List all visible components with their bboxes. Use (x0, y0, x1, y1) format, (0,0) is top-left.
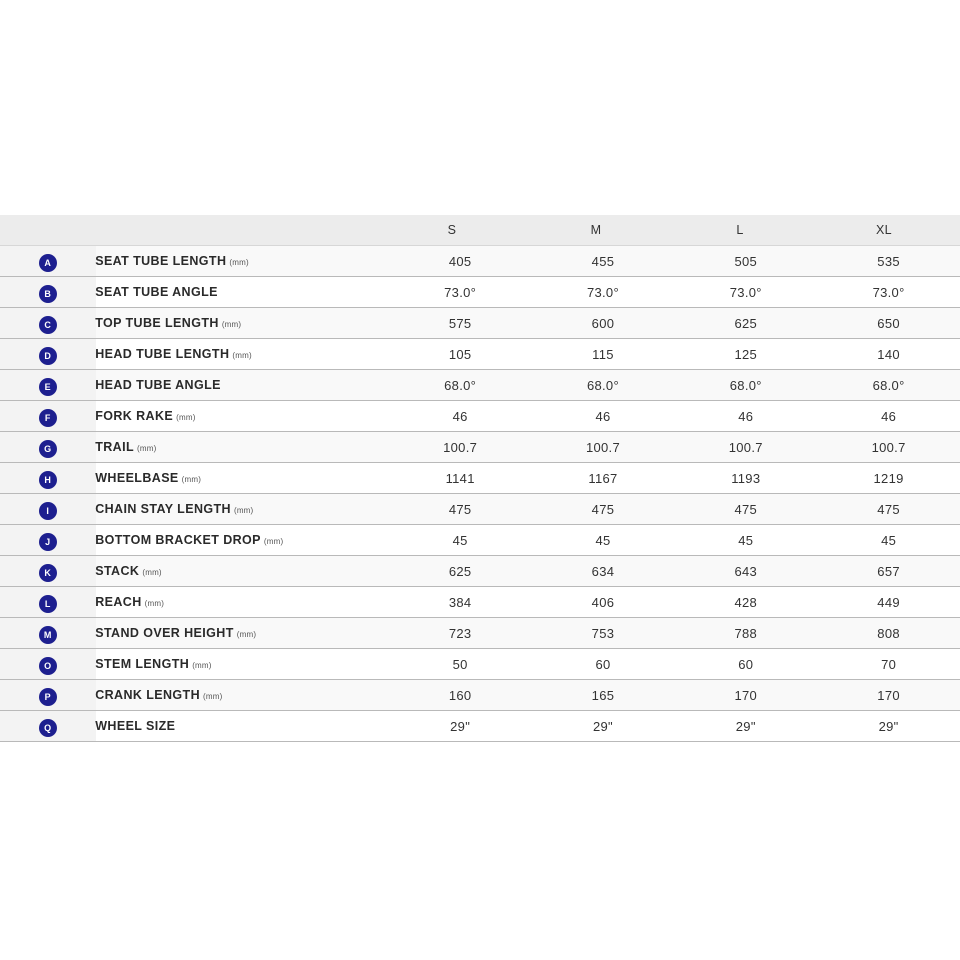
value-cell-xl: 170 (877, 687, 900, 703)
row-label (95, 719, 389, 733)
value-cell-s: 100.7 (443, 439, 478, 455)
row-label (95, 409, 389, 423)
value-cell-m: 165 (591, 687, 615, 703)
value-cell-m: 753 (591, 625, 615, 641)
row-letter-badge: O (39, 657, 57, 675)
value-cell-xl: 46 (881, 408, 897, 424)
size-header-l: L (736, 223, 744, 237)
value-cell-m: 406 (591, 594, 615, 610)
row-unit: (mm) (233, 506, 254, 515)
value-cell-l: 625 (734, 315, 758, 331)
row-label-text: WHEEL SIZE (95, 719, 176, 733)
row-label (95, 378, 389, 392)
row-label (95, 316, 389, 330)
value-cell-l: 505 (734, 253, 758, 269)
row-unit: (mm) (203, 692, 223, 701)
value-cell-l: 428 (734, 594, 758, 610)
value-cell-s: 50 (452, 656, 468, 672)
row-unit: (mm) (229, 258, 249, 267)
row-unit: (mm) (192, 661, 212, 670)
value-cell-m: 455 (591, 253, 615, 269)
table-row (0, 277, 960, 308)
value-cell-s: 625 (448, 563, 472, 579)
badge-cell (0, 529, 95, 551)
row-letter-badge: D (39, 347, 57, 365)
value-cell-m: 600 (591, 315, 615, 331)
value-cell-xl: 449 (877, 594, 900, 610)
row-label-text: STACK (95, 564, 140, 578)
row-unit: (mm) (181, 475, 202, 484)
table-row (0, 246, 960, 277)
row-label (95, 502, 389, 516)
row-letter-badge: H (39, 471, 57, 489)
value-cell-xl: 1219 (873, 470, 904, 486)
row-label-text: TRAIL (95, 440, 135, 454)
row-unit: (mm) (142, 568, 162, 577)
badge-cell (0, 281, 95, 303)
value-cell-l: 1193 (731, 470, 761, 486)
badge-cell (0, 498, 95, 520)
value-cell-s: 384 (448, 594, 472, 610)
value-cell-xl: 475 (877, 501, 900, 517)
value-cell-l: 643 (734, 563, 758, 579)
table-row (0, 463, 960, 494)
geometry-table (0, 215, 960, 742)
row-label-text: SEAT TUBE ANGLE (95, 285, 218, 299)
value-cell-m: 68.0° (586, 377, 619, 393)
row-label (95, 347, 389, 361)
row-unit: (mm) (236, 630, 257, 639)
row-unit: (mm) (144, 599, 165, 608)
row-label (95, 440, 389, 454)
table-row (0, 556, 960, 587)
table-row (0, 494, 960, 525)
value-cell-xl: 29" (878, 718, 899, 734)
value-cell-xl: 808 (877, 625, 900, 641)
value-cell-s: 45 (452, 532, 468, 548)
value-cell-l: 68.0° (729, 377, 762, 393)
row-letter-badge: C (39, 316, 57, 334)
row-label-text: WHEELBASE (95, 471, 179, 485)
value-cell-l: 46 (738, 408, 754, 424)
row-label-text: BOTTOM BRACKET DROP (95, 533, 261, 547)
row-label-text: TOP TUBE LENGTH (95, 316, 219, 330)
value-cell-m: 45 (595, 532, 611, 548)
value-cell-xl: 100.7 (871, 439, 906, 455)
table-row (0, 432, 960, 463)
row-label-text: STEM LENGTH (95, 657, 190, 671)
row-letter-badge: I (39, 502, 57, 520)
row-letter-badge: L (39, 595, 57, 613)
value-cell-l: 170 (734, 687, 758, 703)
value-cell-xl: 70 (881, 656, 897, 672)
row-label (95, 285, 389, 299)
value-cell-xl: 68.0° (872, 377, 905, 393)
row-label-text: STAND OVER HEIGHT (95, 626, 234, 640)
value-cell-s: 1141 (445, 470, 475, 486)
badge-cell (0, 250, 95, 272)
badge-cell (0, 436, 95, 458)
size-header-m: M (590, 223, 602, 237)
row-letter-badge: J (39, 533, 57, 551)
table-row (0, 308, 960, 339)
badge-cell (0, 591, 95, 613)
value-cell-m: 475 (591, 501, 615, 517)
value-cell-s: 73.0° (444, 284, 477, 300)
row-unit: (mm) (137, 444, 157, 453)
value-cell-l: 60 (738, 656, 754, 672)
row-unit: (mm) (263, 537, 284, 546)
value-cell-l: 29" (735, 718, 756, 734)
row-label-text: SEAT TUBE LENGTH (95, 254, 227, 268)
row-label (95, 564, 389, 578)
row-letter-badge: M (39, 626, 57, 644)
value-cell-s: 29" (450, 718, 471, 734)
value-cell-m: 115 (592, 346, 614, 362)
value-cell-xl: 650 (877, 315, 900, 331)
value-cell-l: 100.7 (728, 439, 763, 455)
table-row (0, 649, 960, 680)
row-unit: (mm) (232, 351, 252, 360)
value-cell-s: 575 (448, 315, 472, 331)
row-letter-badge: B (39, 285, 57, 303)
value-cell-s: 475 (448, 501, 472, 517)
size-header-row (0, 215, 960, 246)
badge-cell (0, 653, 95, 675)
value-cell-xl: 140 (877, 346, 900, 362)
table-row (0, 339, 960, 370)
value-cell-s: 723 (448, 625, 472, 641)
row-letter-badge: G (39, 440, 57, 458)
row-label (95, 657, 389, 671)
table-row (0, 370, 960, 401)
value-cell-l: 73.0° (729, 284, 762, 300)
value-cell-l: 788 (734, 625, 758, 641)
row-label (95, 595, 389, 609)
value-cell-m: 29" (592, 718, 613, 734)
value-cell-s: 160 (448, 687, 472, 703)
table-row (0, 587, 960, 618)
geometry-rows (0, 246, 960, 742)
value-cell-m: 73.0° (586, 284, 619, 300)
row-letter-badge: P (39, 688, 57, 706)
row-label (95, 688, 389, 702)
row-label-text: HEAD TUBE LENGTH (95, 347, 230, 361)
row-label-text: FORK RAKE (95, 409, 174, 423)
row-label-text: REACH (95, 595, 142, 609)
badge-cell (0, 405, 95, 427)
value-cell-l: 475 (734, 501, 758, 517)
row-unit: (mm) (221, 320, 242, 329)
badge-cell (0, 374, 95, 396)
row-label-text: CHAIN STAY LENGTH (95, 502, 231, 516)
row-letter-badge: K (39, 564, 57, 582)
row-label (95, 471, 389, 485)
row-label (95, 254, 389, 268)
table-row (0, 680, 960, 711)
table-row (0, 618, 960, 649)
value-cell-l: 125 (734, 346, 758, 362)
row-label (95, 626, 389, 640)
value-cell-s: 68.0° (444, 377, 477, 393)
badge-cell (0, 715, 95, 737)
value-cell-xl: 45 (881, 532, 897, 548)
value-cell-m: 634 (591, 563, 615, 579)
table-row (0, 525, 960, 556)
value-cell-xl: 73.0° (872, 284, 905, 300)
value-cell-xl: 657 (877, 563, 900, 579)
value-cell-m: 60 (595, 656, 611, 672)
row-label (95, 533, 389, 547)
size-header-s: S (447, 223, 457, 237)
row-letter-badge: E (39, 378, 57, 396)
badge-cell (0, 343, 95, 365)
value-cell-m: 100.7 (585, 439, 620, 455)
table-row (0, 711, 960, 742)
value-cell-s: 405 (448, 253, 472, 269)
value-cell-s: 46 (452, 408, 468, 424)
size-header-xl: XL (876, 223, 892, 237)
badge-cell (0, 312, 95, 334)
table-row (0, 401, 960, 432)
row-letter-badge: A (39, 254, 57, 272)
value-cell-l: 45 (738, 532, 754, 548)
value-cell-s: 105 (448, 346, 472, 362)
badge-cell (0, 684, 95, 706)
badge-cell (0, 560, 95, 582)
value-cell-m: 1167 (588, 470, 618, 486)
value-cell-m: 46 (595, 408, 611, 424)
row-unit: (mm) (176, 413, 196, 422)
value-cell-xl: 535 (877, 253, 900, 269)
row-label-text: HEAD TUBE ANGLE (95, 378, 221, 392)
row-letter-badge: F (39, 409, 57, 427)
badge-cell (0, 622, 95, 644)
badge-cell (0, 467, 95, 489)
row-letter-badge: Q (39, 719, 57, 737)
row-label-text: CRANK LENGTH (95, 688, 200, 702)
